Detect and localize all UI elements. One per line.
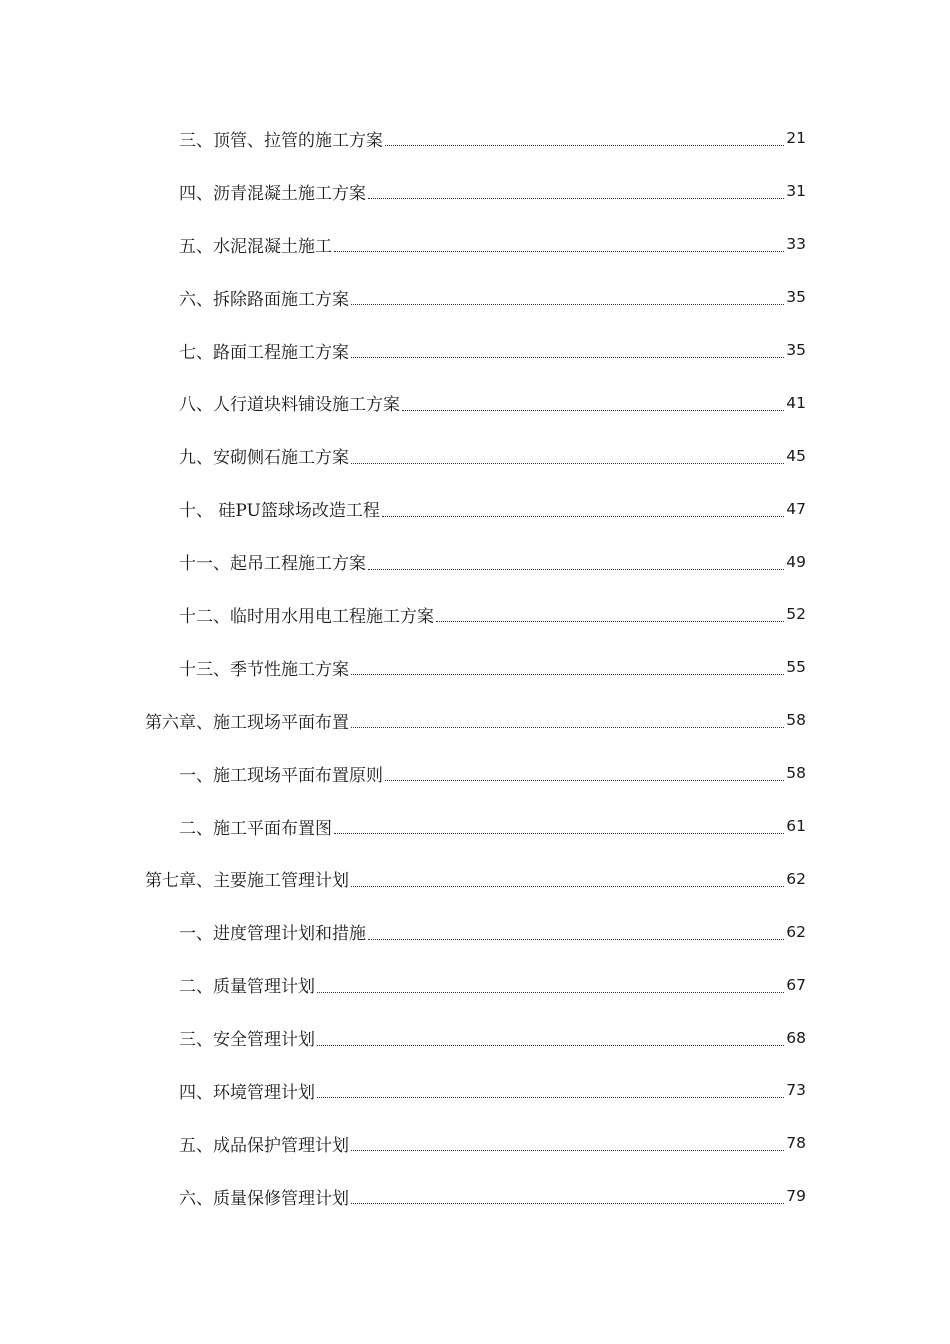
toc-entry-page-number: 62 [786,869,806,888]
toc-entry-page-number: 45 [786,446,806,465]
toc-entry-page-number: 55 [786,658,806,677]
toc-entry-title: 六、质量保修管理计划 [179,1188,349,1209]
toc-dot-leader [334,832,784,834]
toc-dot-leader [351,726,784,728]
toc-entry-title: 五、成品保护管理计划 [179,1135,349,1156]
toc-section-entry[interactable] [0,1170,950,1223]
toc-dot-leader [317,1096,784,1098]
toc-dot-leader [382,515,784,517]
toc-dot-leader [317,991,784,993]
toc-entry-page-number: 68 [786,1028,806,1047]
toc-dot-leader [351,1202,784,1204]
toc-dot-leader [351,673,784,675]
toc-entry-page-number: 21 [786,129,806,148]
toc-entry-page-number: 79 [786,1187,806,1206]
toc-section-entry[interactable] [0,429,950,482]
toc-dot-leader [402,409,784,411]
table-of-contents [0,112,950,1223]
toc-entry-page-number: 47 [786,499,806,518]
toc-entry-page-number: 67 [786,975,806,994]
toc-entry-page-number: 78 [786,1134,806,1153]
toc-entry-page-number: 73 [786,1081,806,1100]
toc-section-entry[interactable] [0,271,950,324]
toc-section-entry[interactable] [0,641,950,694]
toc-entry-title: 十二、临时用水用电工程施工方案 [179,606,434,627]
toc-dot-leader [368,568,784,570]
toc-entry-page-number: 62 [786,922,806,941]
toc-entry-title: 四、沥青混凝土施工方案 [179,183,366,204]
toc-section-entry[interactable] [0,482,950,535]
toc-section-entry[interactable] [0,165,950,218]
toc-entry-page-number: 33 [786,235,806,254]
toc-section-entry[interactable] [0,905,950,958]
toc-section-entry[interactable] [0,1117,950,1170]
toc-entry-title: 九、安砌侧石施工方案 [179,448,349,469]
toc-entry-title: 第七章、主要施工管理计划 [145,871,349,892]
toc-section-entry[interactable] [0,800,950,853]
toc-entry-title: 三、顶管、拉管的施工方案 [179,130,383,151]
toc-entry-page-number: 58 [786,711,806,730]
toc-entry-page-number: 49 [786,552,806,571]
toc-entry-title: 七、路面工程施工方案 [179,342,349,363]
toc-section-entry[interactable] [0,958,950,1011]
toc-entry-title: 六、拆除路面施工方案 [179,289,349,310]
toc-section-entry[interactable] [0,324,950,377]
toc-dot-leader [436,620,784,622]
toc-entry-page-number: 35 [786,288,806,307]
toc-dot-leader [385,144,784,146]
toc-chapter-entry[interactable] [0,852,950,905]
toc-entry-title: 二、质量管理计划 [179,977,315,998]
toc-dot-leader [385,779,784,781]
toc-entry-page-number: 58 [786,764,806,783]
toc-section-entry[interactable] [0,1064,950,1117]
toc-dot-leader [317,1044,784,1046]
toc-section-entry[interactable] [0,376,950,429]
toc-chapter-entry[interactable] [0,694,950,747]
toc-dot-leader [368,938,784,940]
toc-entry-title: 第六章、施工现场平面布置 [145,712,349,733]
toc-section-entry[interactable] [0,747,950,800]
toc-entry-title: 一、施工现场平面布置原则 [179,765,383,786]
toc-entry-title: 一、进度管理计划和措施 [179,924,366,945]
toc-entry-page-number: 41 [786,393,806,412]
toc-entry-page-number: 31 [786,182,806,201]
toc-entry-title: 十三、季节性施工方案 [179,659,349,680]
toc-section-entry[interactable] [0,112,950,165]
toc-section-entry[interactable] [0,535,950,588]
toc-section-entry[interactable] [0,218,950,271]
toc-entry-page-number: 35 [786,341,806,359]
toc-entry-title: 三、安全管理计划 [179,1030,315,1051]
toc-dot-leader [351,885,784,887]
toc-dot-leader [368,197,784,199]
toc-entry-title: 十一、起吊工程施工方案 [179,554,366,575]
toc-entry-title: 八、人行道块料铺设施工方案 [179,395,400,416]
toc-entry-page-number: 61 [786,817,806,836]
toc-dot-leader [334,250,784,252]
toc-entry-title: 二、施工平面布置图 [179,818,332,839]
toc-section-entry[interactable] [0,588,950,641]
toc-entry-title: 十、 硅PU篮球场改造工程 [179,501,380,522]
toc-dot-leader [351,303,784,305]
toc-dot-leader [351,356,784,358]
toc-entry-title: 四、环境管理计划 [179,1082,315,1103]
toc-entry-page-number: 52 [786,605,806,624]
toc-dot-leader [351,462,784,464]
toc-section-entry[interactable] [0,1011,950,1064]
toc-entry-title: 五、水泥混凝土施工 [179,236,332,257]
toc-dot-leader [351,1149,784,1151]
